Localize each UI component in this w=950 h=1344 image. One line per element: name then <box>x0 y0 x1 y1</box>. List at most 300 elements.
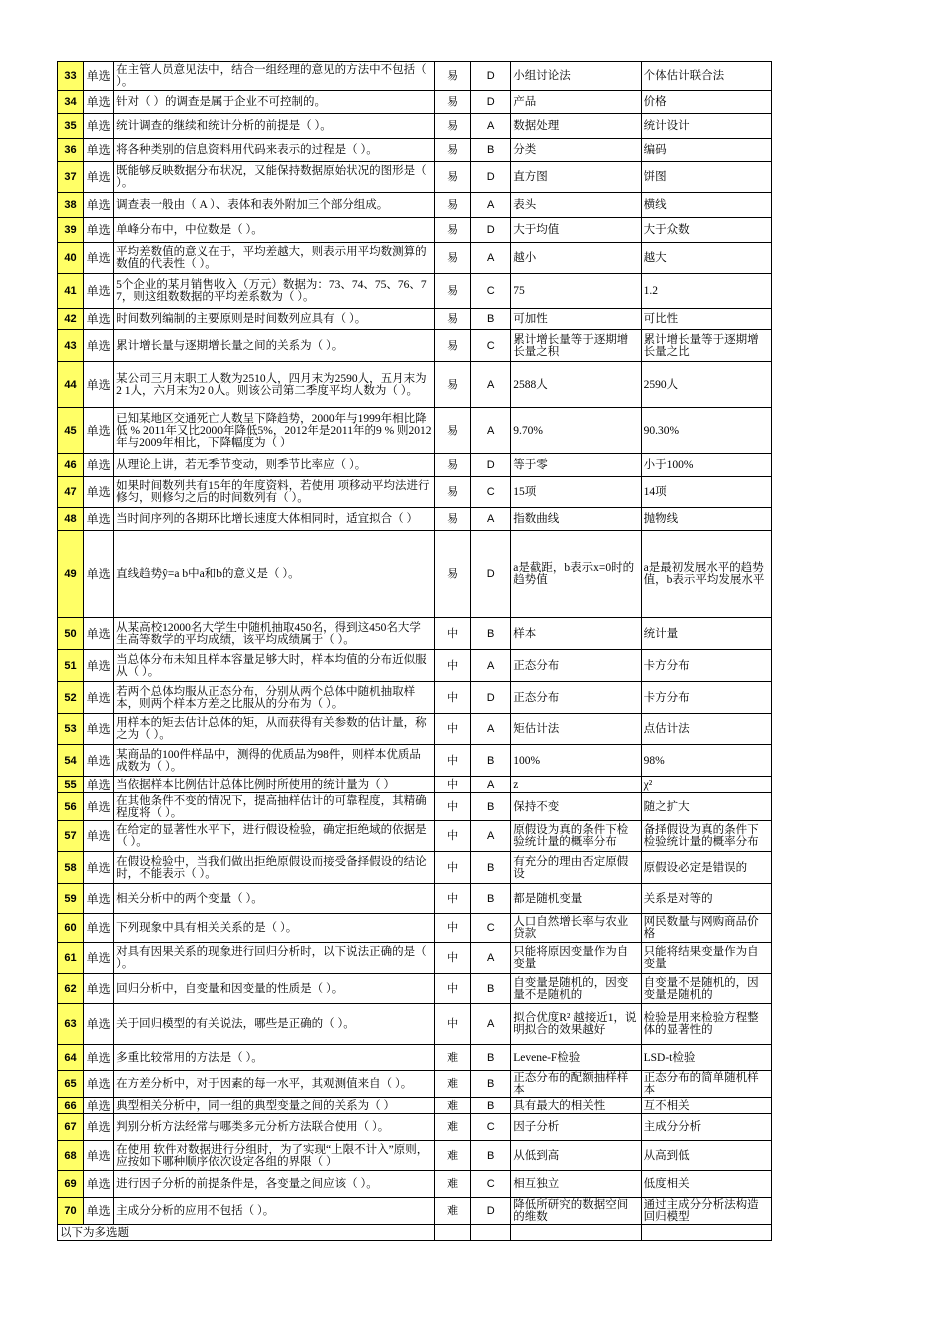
option-a: 表头 <box>511 193 641 218</box>
answer: B <box>471 1045 511 1071</box>
option-b: 价格 <box>641 91 771 114</box>
question-type: 单选 <box>84 531 114 618</box>
question-type: 单选 <box>84 162 114 193</box>
footer-row <box>58 1225 772 1241</box>
answer: B <box>471 974 511 1004</box>
option-a: 小组讨论法 <box>511 62 641 91</box>
table-row <box>58 62 772 91</box>
question-text: 直线趋势ŷ=a b中a和b的意义是（ ）。 <box>114 531 435 618</box>
question-number: 61 <box>58 943 84 974</box>
table-row <box>58 362 772 408</box>
question-text: 进行因子分析的前提条件是，各变量之间应该（ ）。 <box>114 1171 435 1198</box>
question-type: 单选 <box>84 1045 114 1071</box>
table-row <box>58 91 772 114</box>
question-text: 在方差分析中，对于因素的每一水平，其观测值来自（ ）。 <box>114 1071 435 1098</box>
question-text: 平均差数值的意义在于，平均差越大，则表示用平均数测算的数值的代表性（ ）。 <box>114 243 435 274</box>
question-number: 65 <box>58 1071 84 1098</box>
option-a: 9.70% <box>511 408 641 454</box>
difficulty: 中 <box>435 943 471 974</box>
difficulty: 易 <box>435 274 471 309</box>
answer: C <box>471 274 511 309</box>
answer: A <box>471 193 511 218</box>
question-type: 单选 <box>84 914 114 943</box>
question-number: 59 <box>58 884 84 914</box>
option-a: Levene-F检验 <box>511 1045 641 1071</box>
question-text: 多重比较常用的方法是（ ）。 <box>114 1045 435 1071</box>
question-type: 单选 <box>84 62 114 91</box>
question-type: 单选 <box>84 309 114 330</box>
answer: A <box>471 508 511 531</box>
question-type: 单选 <box>84 362 114 408</box>
table-row <box>58 274 772 309</box>
difficulty: 中 <box>435 650 471 682</box>
question-number: 36 <box>58 139 84 162</box>
table-row <box>58 777 772 793</box>
option-a: 因子分析 <box>511 1114 641 1141</box>
table-row <box>58 745 772 777</box>
question-text: 典型相关分析中，同一组的典型变量之间的关系为（ ） <box>114 1098 435 1114</box>
answer: C <box>471 1114 511 1141</box>
table-row <box>58 508 772 531</box>
answer: A <box>471 650 511 682</box>
question-text: 已知某地区交通死亡人数呈下降趋势，2000年与1999年相比降低 % 2011年又比2000年降低5%，2012年是2011年的9 % 则2012年与2009年相比，下降幅度为（ ） <box>114 408 435 454</box>
question-number: 60 <box>58 914 84 943</box>
difficulty: 难 <box>435 1198 471 1225</box>
table-row <box>58 114 772 139</box>
question-number: 46 <box>58 454 84 477</box>
option-a: 正态分布的配额抽样样本 <box>511 1071 641 1098</box>
answer: A <box>471 777 511 793</box>
table-row <box>58 243 772 274</box>
question-type: 单选 <box>84 618 114 650</box>
question-text: 从某高校12000名大学生中随机抽取450名，得到这450名大学生高等数学的平均成绩，该平均成绩属于（ ）。 <box>114 618 435 650</box>
question-text: 相关分析中的两个变量（ ）。 <box>114 884 435 914</box>
question-text: 关于回归模型的有关说法，哪些是正确的（ ）。 <box>114 1004 435 1045</box>
question-type: 单选 <box>84 943 114 974</box>
option-a: 降低所研究的数据空间的维数 <box>511 1198 641 1225</box>
option-b: 卡方分布 <box>641 682 771 714</box>
question-number: 40 <box>58 243 84 274</box>
option-b: 低度相关 <box>641 1171 771 1198</box>
option-b: 随之扩大 <box>641 793 771 821</box>
option-a: a是截距，b表示x=0时的趋势值 <box>511 531 641 618</box>
question-type: 单选 <box>84 974 114 1004</box>
question-type: 单选 <box>84 91 114 114</box>
question-text: 如果时间数列共有15年的年度资料，若使用 项移动平均法进行修匀，则修匀之后的时间数列有（ ）。 <box>114 477 435 508</box>
table-row <box>58 821 772 852</box>
table-row <box>58 139 772 162</box>
question-type: 单选 <box>84 1198 114 1225</box>
option-a: 累计增长量等于逐期增长量之积 <box>511 330 641 362</box>
table-row <box>58 193 772 218</box>
difficulty: 中 <box>435 714 471 745</box>
answer: B <box>471 139 511 162</box>
table-row <box>58 218 772 243</box>
question-type: 单选 <box>84 114 114 139</box>
option-a: 人口自然增长率与农业贷款 <box>511 914 641 943</box>
option-a: 越小 <box>511 243 641 274</box>
table-row <box>58 852 772 884</box>
table-row <box>58 1171 772 1198</box>
table-row <box>58 330 772 362</box>
question-number: 43 <box>58 330 84 362</box>
question-number: 51 <box>58 650 84 682</box>
option-a: 矩估计法 <box>511 714 641 745</box>
option-b: 通过主成分分析法构造回归模型 <box>641 1198 771 1225</box>
question-type: 单选 <box>84 218 114 243</box>
question-text: 当时间序列的各期环比增长速度大体相同时，适宜拟合（ ） <box>114 508 435 531</box>
question-text: 对具有因果关系的现象进行回归分析时，以下说法正确的是（ ）。 <box>114 943 435 974</box>
answer: B <box>471 1098 511 1114</box>
table-row <box>58 309 772 330</box>
question-text: 调查表一般由（ A ）、表体和表外附加三个部分组成。 <box>114 193 435 218</box>
option-b: 2590人 <box>641 362 771 408</box>
empty-cell <box>511 1225 641 1241</box>
difficulty: 中 <box>435 745 471 777</box>
option-b: χ² <box>641 777 771 793</box>
difficulty: 中 <box>435 821 471 852</box>
option-a: 正态分布 <box>511 650 641 682</box>
option-a: 数据处理 <box>511 114 641 139</box>
option-a: 拟合优度R² 越接近1，说明拟合的效果越好 <box>511 1004 641 1045</box>
question-text: 用样本的矩去估计总体的矩，从而获得有关参数的估计量，称之为（ ）。 <box>114 714 435 745</box>
answer: A <box>471 821 511 852</box>
answer: A <box>471 114 511 139</box>
table-row <box>58 1071 772 1098</box>
question-number: 54 <box>58 745 84 777</box>
table-row <box>58 914 772 943</box>
difficulty: 易 <box>435 309 471 330</box>
answer: B <box>471 618 511 650</box>
difficulty: 易 <box>435 330 471 362</box>
option-b: 网民数量与网购商品价格 <box>641 914 771 943</box>
option-a: 等于零 <box>511 454 641 477</box>
question-text: 针对（ ）的调查是属于企业不可控制的。 <box>114 91 435 114</box>
difficulty: 难 <box>435 1171 471 1198</box>
question-number: 62 <box>58 974 84 1004</box>
question-number: 49 <box>58 531 84 618</box>
question-type: 单选 <box>84 408 114 454</box>
difficulty: 难 <box>435 1071 471 1098</box>
answer: C <box>471 330 511 362</box>
question-number: 67 <box>58 1114 84 1141</box>
answer: D <box>471 162 511 193</box>
table-row <box>58 1114 772 1141</box>
question-number: 48 <box>58 508 84 531</box>
question-text: 在主管人员意见法中，结合一组经理的意见的方法中不包括（ ）。 <box>114 62 435 91</box>
table-row <box>58 943 772 974</box>
answer: A <box>471 714 511 745</box>
option-b: LSD-t检验 <box>641 1045 771 1071</box>
option-b: 抛物线 <box>641 508 771 531</box>
question-number: 42 <box>58 309 84 330</box>
question-type: 单选 <box>84 1141 114 1171</box>
question-type: 单选 <box>84 745 114 777</box>
empty-cell <box>435 1225 471 1241</box>
option-a: 分类 <box>511 139 641 162</box>
option-b: 只能将结果变量作为自变量 <box>641 943 771 974</box>
difficulty: 难 <box>435 1098 471 1114</box>
answer: D <box>471 218 511 243</box>
question-text: 回归分析中，自变量和因变量的性质是（ ）。 <box>114 974 435 1004</box>
option-a: 指数曲线 <box>511 508 641 531</box>
difficulty: 易 <box>435 91 471 114</box>
question-number: 58 <box>58 852 84 884</box>
difficulty: 易 <box>435 408 471 454</box>
option-b: 横线 <box>641 193 771 218</box>
answer: B <box>471 793 511 821</box>
question-number: 39 <box>58 218 84 243</box>
answer: C <box>471 1171 511 1198</box>
answer: B <box>471 309 511 330</box>
answer: C <box>471 477 511 508</box>
table-row <box>58 618 772 650</box>
option-a: 15项 <box>511 477 641 508</box>
difficulty: 中 <box>435 777 471 793</box>
difficulty: 中 <box>435 793 471 821</box>
question-rows <box>58 62 772 1241</box>
option-b: 自变量不是随机的，因变量是随机的 <box>641 974 771 1004</box>
difficulty: 中 <box>435 618 471 650</box>
question-number: 57 <box>58 821 84 852</box>
option-a: 大于均值 <box>511 218 641 243</box>
answer: D <box>471 91 511 114</box>
answer: B <box>471 1141 511 1171</box>
difficulty: 易 <box>435 139 471 162</box>
question-number: 35 <box>58 114 84 139</box>
option-a: 正态分布 <box>511 682 641 714</box>
option-b: 统计量 <box>641 618 771 650</box>
option-a: 有充分的理由否定原假设 <box>511 852 641 884</box>
question-text: 某公司三月末职工人数为2510人，四月末为2590人，五月末为2 1人，六月末为2 0人。则该公司第二季度平均人数为（ ）。 <box>114 362 435 408</box>
question-text: 主成分分析的应用不包括（ ）。 <box>114 1198 435 1225</box>
empty-cell <box>471 1225 511 1241</box>
option-a: 原假设为真的条件下检验统计量的概率分布 <box>511 821 641 852</box>
question-text: 在其他条件不变的情况下，提高抽样估计的可靠程度，其精确程度将（ ）。 <box>114 793 435 821</box>
question-type: 单选 <box>84 1098 114 1114</box>
difficulty: 易 <box>435 531 471 618</box>
question-text: 将各种类别的信息资料用代码来表示的过程是（ ）。 <box>114 139 435 162</box>
difficulty: 中 <box>435 682 471 714</box>
question-type: 单选 <box>84 884 114 914</box>
difficulty: 易 <box>435 508 471 531</box>
question-type: 单选 <box>84 793 114 821</box>
option-b: 编码 <box>641 139 771 162</box>
difficulty: 难 <box>435 1114 471 1141</box>
question-text: 从理论上讲，若无季节变动，则季节比率应（ ）。 <box>114 454 435 477</box>
table-row <box>58 650 772 682</box>
question-number: 34 <box>58 91 84 114</box>
table-row <box>58 682 772 714</box>
answer: A <box>471 408 511 454</box>
difficulty: 易 <box>435 162 471 193</box>
question-table <box>57 61 772 1241</box>
question-number: 45 <box>58 408 84 454</box>
question-type: 单选 <box>84 650 114 682</box>
question-number: 50 <box>58 618 84 650</box>
question-number: 41 <box>58 274 84 309</box>
question-type: 单选 <box>84 454 114 477</box>
question-number: 37 <box>58 162 84 193</box>
question-number: 64 <box>58 1045 84 1071</box>
answer: D <box>471 531 511 618</box>
question-type: 单选 <box>84 193 114 218</box>
question-number: 63 <box>58 1004 84 1045</box>
difficulty: 易 <box>435 477 471 508</box>
question-number: 68 <box>58 1141 84 1171</box>
answer: D <box>471 682 511 714</box>
question-number: 38 <box>58 193 84 218</box>
option-b: 90.30% <box>641 408 771 454</box>
option-b: 点估计法 <box>641 714 771 745</box>
option-b: a是最初发展水平的趋势值，b表示平均发展水平 <box>641 531 771 618</box>
table-row <box>58 714 772 745</box>
question-text: 当依据样本比例估计总体比例时所使用的统计量为（ ） <box>114 777 435 793</box>
option-a: 具有最大的相关性 <box>511 1098 641 1114</box>
table-row <box>58 1198 772 1225</box>
question-text: 在使用 软件对数据进行分组时，为了实现“上限不计入”原则，应按如下哪种顺序依次设定各组的界限（ ） <box>114 1141 435 1171</box>
answer: B <box>471 1071 511 1098</box>
question-text: 在假设检验中，当我们做出拒绝原假设而接受备择假设的结论时，不能表示（ ）。 <box>114 852 435 884</box>
question-text: 5个企业的某月销售收入（万元）数据为：73、74、75、76、77，则这组数数据的平均差系数为（ ）。 <box>114 274 435 309</box>
difficulty: 易 <box>435 454 471 477</box>
option-a: 只能将原因变量作为自变量 <box>511 943 641 974</box>
table-row <box>58 531 772 618</box>
table-row <box>58 1004 772 1045</box>
question-type: 单选 <box>84 714 114 745</box>
option-b: 关系是对等的 <box>641 884 771 914</box>
option-a: 都是随机变量 <box>511 884 641 914</box>
question-type: 单选 <box>84 139 114 162</box>
question-type: 单选 <box>84 477 114 508</box>
option-a: 100% <box>511 745 641 777</box>
difficulty: 中 <box>435 914 471 943</box>
question-type: 单选 <box>84 821 114 852</box>
option-a: z <box>511 777 641 793</box>
question-type: 单选 <box>84 852 114 884</box>
table-row <box>58 454 772 477</box>
option-b: 备择假设为真的条件下检验统计量的概率分布 <box>641 821 771 852</box>
question-type: 单选 <box>84 274 114 309</box>
question-type: 单选 <box>84 1071 114 1098</box>
answer: D <box>471 1198 511 1225</box>
question-number: 47 <box>58 477 84 508</box>
difficulty: 中 <box>435 974 471 1004</box>
answer: B <box>471 884 511 914</box>
option-b: 卡方分布 <box>641 650 771 682</box>
difficulty: 易 <box>435 362 471 408</box>
option-b: 大于众数 <box>641 218 771 243</box>
difficulty: 中 <box>435 852 471 884</box>
table-row <box>58 1045 772 1071</box>
question-number: 55 <box>58 777 84 793</box>
difficulty: 难 <box>435 1045 471 1071</box>
table-row <box>58 1141 772 1171</box>
option-a: 相互独立 <box>511 1171 641 1198</box>
option-a: 2588人 <box>511 362 641 408</box>
question-text: 统计调查的继续和统计分析的前提是（ ）。 <box>114 114 435 139</box>
option-a: 产品 <box>511 91 641 114</box>
question-number: 69 <box>58 1171 84 1198</box>
question-type: 单选 <box>84 777 114 793</box>
table-row <box>58 1098 772 1114</box>
option-b: 检验是用来检验方程整体的显著性的 <box>641 1004 771 1045</box>
option-b: 从高到低 <box>641 1141 771 1171</box>
answer: B <box>471 745 511 777</box>
question-text: 下列现象中具有相关关系的是（ ）。 <box>114 914 435 943</box>
question-type: 单选 <box>84 682 114 714</box>
answer: C <box>471 914 511 943</box>
option-b: 饼图 <box>641 162 771 193</box>
answer: A <box>471 362 511 408</box>
option-b: 累计增长量等于逐期增长量之比 <box>641 330 771 362</box>
option-b: 统计设计 <box>641 114 771 139</box>
difficulty: 易 <box>435 243 471 274</box>
question-type: 单选 <box>84 508 114 531</box>
option-b: 原假设必定是错误的 <box>641 852 771 884</box>
multi-choice-note: 以下为多选题 <box>58 1225 435 1241</box>
answer: A <box>471 1004 511 1045</box>
question-text: 某商品的100件样品中，测得的优质品为98件，则样本优质品成数为（ ）。 <box>114 745 435 777</box>
difficulty: 中 <box>435 1004 471 1045</box>
question-type: 单选 <box>84 330 114 362</box>
option-a: 从低到高 <box>511 1141 641 1171</box>
answer: A <box>471 943 511 974</box>
option-b: 主成分分析 <box>641 1114 771 1141</box>
question-number: 70 <box>58 1198 84 1225</box>
table-row <box>58 793 772 821</box>
option-a: 保持不变 <box>511 793 641 821</box>
question-number: 44 <box>58 362 84 408</box>
option-a: 自变量是随机的，因变量不是随机的 <box>511 974 641 1004</box>
answer: D <box>471 62 511 91</box>
table-row <box>58 408 772 454</box>
answer: A <box>471 243 511 274</box>
option-b: 98% <box>641 745 771 777</box>
question-text: 既能够反映数据分布状况，又能保持数据原始状况的图形是（ ）。 <box>114 162 435 193</box>
difficulty: 易 <box>435 193 471 218</box>
question-text: 时间数列编制的主要原则是时间数列应具有（ ）。 <box>114 309 435 330</box>
option-b: 个体估计联合法 <box>641 62 771 91</box>
difficulty: 易 <box>435 62 471 91</box>
option-b: 正态分布的简单随机样本 <box>641 1071 771 1098</box>
question-type: 单选 <box>84 1171 114 1198</box>
question-number: 52 <box>58 682 84 714</box>
option-b: 1.2 <box>641 274 771 309</box>
question-number: 66 <box>58 1098 84 1114</box>
difficulty: 难 <box>435 1141 471 1171</box>
question-text: 单峰分布中，中位数是（ ）。 <box>114 218 435 243</box>
question-type: 单选 <box>84 1114 114 1141</box>
option-b: 14项 <box>641 477 771 508</box>
table-row <box>58 884 772 914</box>
difficulty: 中 <box>435 884 471 914</box>
option-a: 直方图 <box>511 162 641 193</box>
question-number: 33 <box>58 62 84 91</box>
answer: D <box>471 454 511 477</box>
question-number: 56 <box>58 793 84 821</box>
answer: B <box>471 852 511 884</box>
difficulty: 易 <box>435 114 471 139</box>
question-type: 单选 <box>84 243 114 274</box>
option-a: 可加性 <box>511 309 641 330</box>
question-text: 累计增长量与逐期增长量之间的关系为（ ）。 <box>114 330 435 362</box>
question-text: 当总体分布未知且样本容量足够大时，样本均值的分布近似服从（ ）。 <box>114 650 435 682</box>
option-b: 互不相关 <box>641 1098 771 1114</box>
empty-cell <box>641 1225 771 1241</box>
option-b: 小于100% <box>641 454 771 477</box>
question-type: 单选 <box>84 1004 114 1045</box>
